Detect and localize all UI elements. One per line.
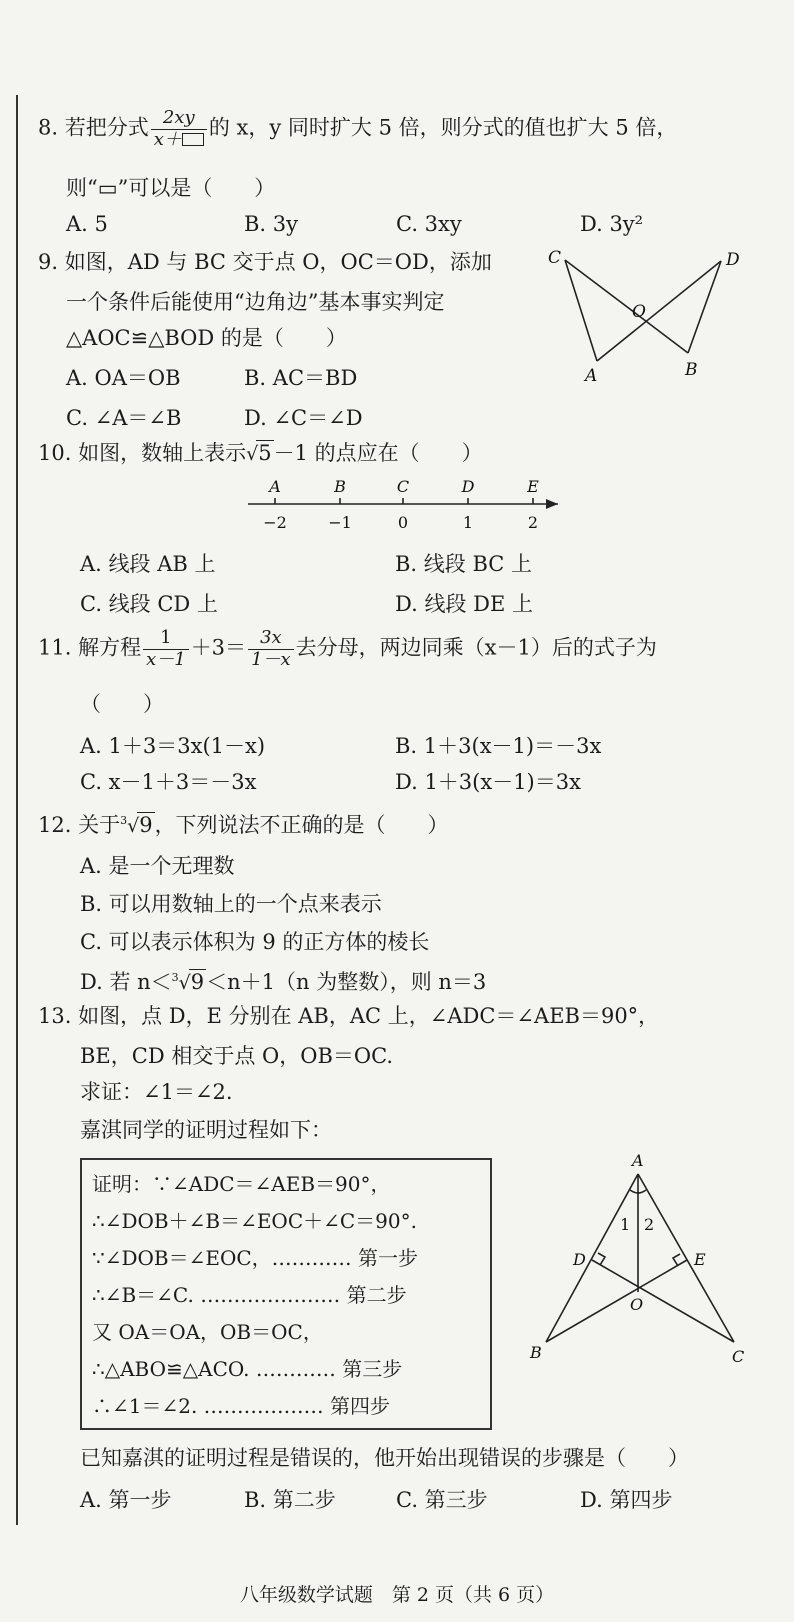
q13-label-angle1: 1 bbox=[620, 1215, 631, 1234]
q13-option-b[interactable]: B. 第二步 bbox=[244, 1488, 336, 1512]
q13-line2: BE，CD 相交于点 O，OB＝OC. bbox=[80, 1044, 394, 1068]
segment-be bbox=[546, 1260, 687, 1342]
q13-option-d[interactable]: D. 第四步 bbox=[580, 1488, 673, 1512]
q8-option-b[interactable]: B. 3y bbox=[244, 212, 299, 236]
page-footer: 八年级数学试题 第 2 页（共 6 页） bbox=[239, 1584, 555, 1606]
q13-line1: 13. 如图，点 D，E 分别在 AB，AC 上，∠ADC＝∠AEB＝90°， bbox=[38, 1004, 660, 1028]
q13-figure bbox=[520, 1150, 760, 1370]
q9-figure bbox=[540, 245, 750, 390]
q13-label-angle2: 2 bbox=[644, 1215, 655, 1234]
segment-ac bbox=[565, 260, 597, 361]
q12-option-d[interactable]: D. 若 n＜$^3$√9＜n＋1（n 为整数），则 n＝3 bbox=[80, 970, 487, 994]
proof-line-step1: ∵∠DOB＝∠EOC，………… 第一步 bbox=[92, 1246, 419, 1270]
segment-ab bbox=[546, 1174, 638, 1342]
q11-option-c[interactable]: C. x－1＋3＝－3x bbox=[80, 770, 257, 794]
q12-option-a[interactable]: A. 是一个无理数 bbox=[80, 854, 235, 878]
proof-line: ∴∠DOB＋∠B＝∠EOC＋∠C＝90°. bbox=[92, 1209, 417, 1233]
q13-question: 已知嘉淇的证明过程是错误的，他开始出现错误的步骤是（ ） bbox=[80, 1446, 689, 1470]
q9-option-c[interactable]: C. ∠A＝∠B bbox=[66, 406, 182, 430]
q10-option-c[interactable]: C. 线段 CD 上 bbox=[80, 592, 218, 616]
proof-line-step2: ∴∠B＝∠C. ………………… 第二步 bbox=[92, 1283, 407, 1307]
axis-letter-e: E bbox=[527, 478, 539, 496]
q11-paren: （ ） bbox=[80, 692, 164, 716]
placeholder-box bbox=[182, 133, 204, 146]
axis-letter-c: C bbox=[396, 478, 410, 496]
q13-line3: 求证：∠1＝∠2. bbox=[80, 1080, 233, 1104]
q10-option-b[interactable]: B. 线段 BC 上 bbox=[395, 552, 533, 576]
proof-line-step4: ∴∠1＝∠2. ……………… 第四步 bbox=[92, 1394, 391, 1418]
q11-option-a[interactable]: A. 1＋3＝3x(1－x) bbox=[80, 734, 266, 758]
axis-letter-d: D bbox=[461, 478, 475, 496]
proof-line: 证明：∵∠ADC＝∠AEB＝90°， bbox=[92, 1172, 391, 1196]
q9-label-c: C bbox=[548, 248, 562, 268]
q13-label-b: B bbox=[530, 1343, 542, 1362]
q11-option-d[interactable]: D. 1＋3(x－1)＝3x bbox=[395, 770, 581, 794]
q8-option-d[interactable]: D. 3y² bbox=[580, 212, 644, 236]
axis-number: −2 bbox=[263, 513, 287, 532]
q9-line2: 一个条件后能使用“边角边”基本事实判定 bbox=[66, 290, 445, 314]
q13-label-d: D bbox=[573, 1250, 586, 1269]
axis-number: 2 bbox=[527, 513, 539, 532]
q12-option-c[interactable]: C. 可以表示体积为 9 的正方体的棱长 bbox=[80, 930, 430, 954]
q9-label-o: O bbox=[632, 302, 646, 322]
q10-option-d[interactable]: D. 线段 DE 上 bbox=[395, 592, 533, 616]
q9-line3: △AOC≌△BOD 的是（ ） bbox=[66, 326, 347, 350]
axis-number: −1 bbox=[328, 513, 352, 532]
q9-option-a[interactable]: A. OA＝OB bbox=[66, 366, 181, 390]
q13-label-a: A bbox=[632, 1151, 644, 1170]
q11-fraction-1: $\frac{1}{x-1}$ bbox=[143, 628, 189, 670]
q11-fraction-2: $\frac{3x}{1-x}$ bbox=[248, 628, 294, 670]
axis-letter-b: B bbox=[334, 478, 346, 496]
q9-label-d: D bbox=[726, 250, 740, 270]
q9-label-a: A bbox=[585, 366, 598, 386]
q10-stem: 10. 如图，数轴上表示√5－1 的点应在（ ） bbox=[38, 441, 483, 465]
axis-letter-a: A bbox=[269, 478, 281, 496]
q8-line2: 则“▭”可以是（ ） bbox=[66, 176, 276, 200]
q8-stem: 8. 若把分式 $\frac{2xy}{x+}$ 的 x，y 同时扩大 5 倍，则分式的值也扩大 5 倍， bbox=[38, 107, 678, 150]
q13-label-o: O bbox=[630, 1295, 644, 1314]
q12-option-b[interactable]: B. 可以用数轴上的一个点来表示 bbox=[80, 892, 382, 916]
q9-option-d[interactable]: D. ∠C＝∠D bbox=[244, 406, 363, 430]
q13-line4: 嘉淇同学的证明过程如下： bbox=[80, 1118, 332, 1142]
axis-number: 0 bbox=[397, 513, 409, 532]
q13-label-e: E bbox=[694, 1250, 706, 1269]
q8-option-a[interactable]: A. 5 bbox=[66, 212, 108, 236]
q9-option-b[interactable]: B. AC＝BD bbox=[244, 366, 358, 390]
q10-option-a[interactable]: A. 线段 AB 上 bbox=[80, 552, 216, 576]
q13-label-c: C bbox=[732, 1347, 745, 1366]
axis-number: 1 bbox=[462, 513, 474, 532]
q9-line1: 9. 如图，AD 与 BC 交于点 O，OC＝OD，添加 bbox=[38, 250, 492, 274]
q11-stem: 11. 解方程 $\frac{1}{x-1}$ ＋3＝ $\frac{3x}{1-x}$ 去分母，两边同乘（x－1）后的式子为 bbox=[38, 627, 657, 670]
q11-option-b[interactable]: B. 1＋3(x－1)＝－3x bbox=[395, 734, 602, 758]
proof-box bbox=[80, 1158, 492, 1430]
segment-ac bbox=[638, 1174, 734, 1342]
margin-line bbox=[16, 95, 18, 1525]
q9-label-b: B bbox=[685, 360, 698, 380]
proof-line-step3: ∴△ABO≌△ACO. ………… 第三步 bbox=[92, 1357, 403, 1381]
segment-cb bbox=[565, 260, 688, 353]
q8-option-c[interactable]: C. 3xy bbox=[396, 212, 462, 236]
proof-line: 又 OA＝OA，OB＝OC， bbox=[92, 1320, 323, 1344]
q12-stem: 12. 关于$^3$√9，下列说法不正确的是（ ） bbox=[38, 813, 449, 837]
q13-option-c[interactable]: C. 第三步 bbox=[396, 1488, 488, 1512]
q13-option-a[interactable]: A. 第一步 bbox=[80, 1488, 172, 1512]
number-line bbox=[240, 478, 570, 538]
segment-cd bbox=[592, 1260, 734, 1342]
q8-fraction: $\frac{2xy}{x+}$ bbox=[151, 108, 207, 150]
